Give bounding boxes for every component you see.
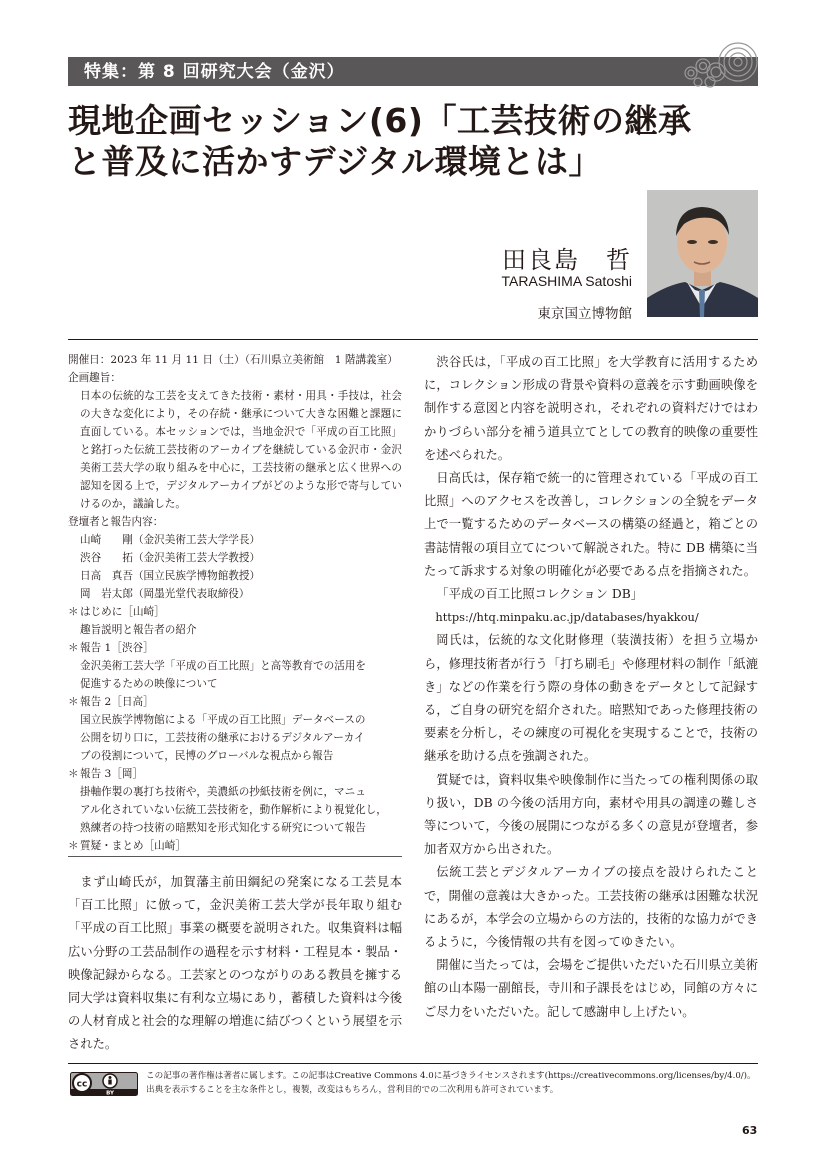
db-title: 「平成の百工比照コレクション DB」 (436, 587, 644, 602)
program-detail: ブの役割について，民博のグローバルな視点から報告 (80, 750, 334, 762)
program-detail: 熟練者の持つ技術の暗黙知を形式知化する研究について報告 (80, 822, 366, 834)
header-rule (68, 339, 758, 340)
program-detail: 公開を切り口に，工芸技術の継承におけるデジタルアーカイ (80, 732, 365, 744)
author-photo (647, 190, 758, 317)
body-paragraph: まず山崎氏が，加賀藩主前田綱紀の発案になる工芸見本「百工比照」に倣って，金沢美術工芸大学が長年取り組む「平成の百工比照」事業の概要を説明された。収集資料は幅広い分野の工芸品制作の過程を示す材料・工程見本・製品・映像記録からなる。工芸家とのつながりのある教員を擁する同大学は資料収集に有利な立場にあり，蓄積した資料は今後の人材育成と社会的な理解の増進に結びつくという展望を示された。 (68, 875, 402, 1052)
program-detail: 金沢美術工芸大学「平成の百工比照」と高等教育での活用を (80, 660, 367, 672)
program-detail: アル化されていない伝統工芸技術を，動作解析により視覚化し， (80, 804, 387, 816)
author-affiliation: 東京国立博物館 (537, 306, 632, 322)
svg-text:cc: cc (76, 1079, 88, 1090)
body-column-left (68, 871, 402, 1057)
program-heading: ＊報告 3［岡］ (68, 765, 402, 783)
author-name-en: TARASHIMA Satoshi (501, 273, 632, 289)
license-notice: この記事の著作権は著者に属します。この記事はCreative Commons 4.0に基づきライセンスされます(https://creativecommons.org/licenses/by/4.0/)。出典を表示することを主な条件とし，複製，改変はもちろん，営利目的での二次利用も許可されています。 (146, 1071, 756, 1095)
session-info (68, 351, 402, 855)
body-paragraph: 岡氏は，伝統的な文化財修理（装潢技術）を担う立場から，修理技術者が行う「打ち刷毛」や修理材料の制作「紙漉き」などの作業を行う際の身体の動きをデータとして記録する，ご自身の研究を紹介された。暗黙知であった修理技術の要素を分析し，その練度の可視化を実現することで，技術の継承を助ける点を強調された。 (424, 633, 758, 764)
session-date: 開催日：2023 年 11 月 11 日（土）（石川県立美術館 1 階講義室） (68, 354, 398, 366)
purpose-label: 企画趣旨： (68, 372, 121, 384)
program-detail: 趣旨説明と報告者の紹介 (80, 624, 197, 636)
author-name-ja: 田良島 哲 (502, 246, 632, 274)
program-heading: ＊報告 2［日高］ (68, 693, 402, 711)
title-line-2: と普及に活かすデジタル環境とは」 (68, 142, 603, 181)
title-line-1: 現地企画セッション(6)「工芸技術の継承 (68, 101, 692, 140)
concentric-circles-ornament (676, 40, 766, 90)
program-heading: ＊質疑・まとめ［山崎］ (68, 837, 402, 855)
portrait-image (647, 190, 758, 317)
info-rule (68, 856, 402, 857)
body-paragraph: 伝統工芸とデジタルアーカイブの接点を設けられたことで，開催の意義は大きかった。工芸技術の継承は困難な状況にあるが，本学会の立場からの方法的，技術的な協力ができるように，今後情報の共有を図ってゆきたい。 (424, 865, 758, 950)
speaker-item: 山崎 剛（金沢美術工芸大学学長） (80, 534, 261, 546)
bullet-mark: ＊ (68, 606, 79, 618)
body-paragraph: 日高氏は，保存箱で統一的に管理されている「平成の百工比照」へのアクセスを改善し，コレクションの全貌をデータ上で一覧するためのデータベースの構築の経過と，箱ごとの書誌情報の項目立てについて解説された。特に DB 構築に当たって訴求する対象の明確化が必要である点を指摘された。 (424, 471, 758, 578)
article-title (68, 100, 768, 182)
speakers-label: 登壇者と報告内容： (68, 516, 164, 528)
cc-by-license-icon[interactable] (70, 1072, 138, 1096)
db-url-link[interactable]: https://htq.minpaku.ac.jp/databases/hyakkou/ (435, 610, 699, 625)
program-heading: ＊はじめに［山崎］ (68, 603, 402, 621)
speaker-item: 渋谷 拓（金沢美術工芸大学教授） (80, 552, 261, 564)
program-detail: 掛軸作製の裏打ち技術や，美濃紙の抄紙技術を例に，マニュ (80, 786, 366, 798)
program-heading: ＊報告 1［渋谷］ (68, 639, 402, 657)
bullet-mark: ＊ (68, 642, 79, 654)
bullet-mark: ＊ (68, 840, 79, 852)
purpose-text: 日本の伝統的な工芸を支えてきた技術・素材・用具・手技は，社会の大きな変化により，その存続・継承について大きな困難と課題に直面している。本セッションでは，当地金沢で「平成の百工比照」と銘打った伝統工芸技術のアーカイブを継続している金沢市・金沢美術工芸大学の取り組みを中心に，工芸技術の継承と広く世界への認知を図る上で，デジタルアーカイブがどのような形で寄与していけるのか，議論した。 (80, 390, 402, 510)
bullet-mark: ＊ (68, 696, 79, 708)
footer-rule (68, 1063, 758, 1064)
body-paragraph: 渋谷氏は，「平成の百工比照」を大学教育に活用するために，コレクション形成の背景や資料の意義を示す動画映像を制作する意図と内容を説明され，それぞれの資料だけではわかりづらい部分を補う道具立てとしての教育的映像の重要性を述べられた。 (424, 355, 758, 462)
svg-text:BY: BY (106, 1090, 114, 1096)
body-paragraph: 開催に当たっては，会場をご提供いただいた石川県立美術館の山本陽一副館長，寺川和子課長をはじめ，同館の方々にご尽力をいただいた。記して感謝申し上げたい。 (424, 958, 758, 1019)
bullet-mark: ＊ (68, 768, 79, 780)
speaker-item: 日高 真吾（国立民族学博物館教授） (80, 570, 261, 582)
body-column-right (424, 351, 758, 1024)
section-banner-label: 特集：第 8 回研究大会（金沢） (84, 62, 345, 82)
program-detail: 促進するための映像について (80, 678, 218, 690)
body-paragraph: 質疑では，資料収集や映像制作に当たっての権利関係の取り扱い，DB の今後の活用方向，素材や用具の調達の難しさ等について，今後の展開につながる多くの意見が登壇者，参加者双方から出された。 (424, 772, 758, 857)
speaker-item: 岡 岩太郎（岡墨光堂代表取締役） (80, 588, 250, 600)
page-number: 63 (742, 1124, 758, 1137)
program-detail: 国立民族学博物館による「平成の百工比照」データベースの (80, 714, 366, 726)
